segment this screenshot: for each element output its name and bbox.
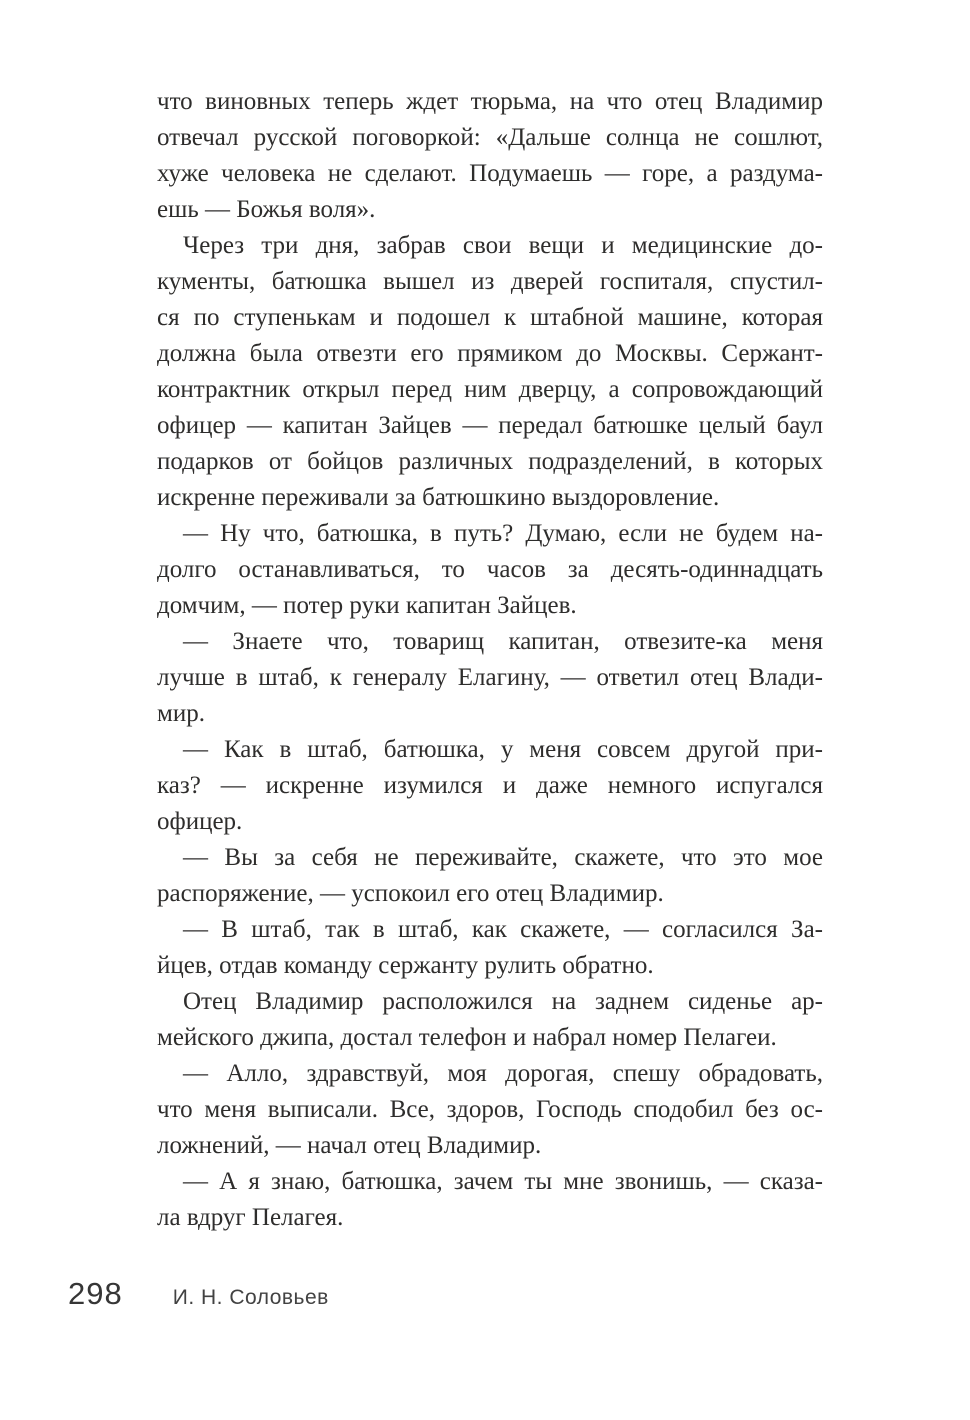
text-line: Отец Владимир расположился на заднем сиденье ар- (183, 988, 823, 1015)
text-line: — В штаб, так в штаб, как скажете, — согласился За- (183, 916, 823, 943)
text-line: кументы, батюшка вышел из дверей госпиталя, спустил- (157, 268, 823, 295)
footer-author: И. Н. Соловьев (172, 1286, 329, 1309)
text-line: — Знаете что, товарищ капитан, отвезите-ка меня (183, 628, 823, 655)
text-line: что меня выписали. Все, здоров, Господь сподобил без ос- (157, 1096, 823, 1123)
text-line: — Ну что, батюшка, в путь? Думаю, если не будем на- (183, 520, 823, 547)
text-line: — Как в штаб, батюшка, у меня совсем другой при- (183, 736, 823, 763)
text-line: долго останавливаться, то часов за десять-одиннадцать (157, 556, 823, 583)
text-line: — Алло, здравствуй, моя дорогая, спешу обрадовать, (183, 1060, 823, 1087)
page-footer (68, 1276, 768, 1312)
text-line: лучше в штаб, к генералу Елагину, — ответил отец Влади- (157, 664, 823, 691)
text-line: что виновных теперь ждет тюрьма, на что отец Владимир (157, 88, 823, 115)
text-line: домчим, — потер руки капитан Зайцев. (157, 592, 577, 619)
text-line: контрактник открыл перед ним дверцу, а сопровождающий (157, 376, 823, 403)
text-line: ложнений, — начал отец Владимир. (157, 1132, 542, 1159)
text-line: — А я знаю, батюшка, зачем ты мне звонишь, — сказа- (183, 1168, 823, 1195)
text-line: ся по ступенькам и подошел к штабной машине, которая (157, 304, 823, 331)
text-line: Через три дня, забрав свои вещи и медицинские до- (183, 232, 823, 259)
text-line: отвечал русской поговоркой: «Дальше солнца не сошлют, (157, 124, 823, 151)
text-line: — Вы за себя не переживайте, скажете, что это мое (183, 844, 823, 871)
text-line: мир. (157, 700, 205, 727)
text-line: подарков от бойцов различных подразделений, в которых (157, 448, 823, 475)
text-line: должна была отвезти его прямиком до Москвы. Сержант- (157, 340, 823, 367)
text-line: ла вдруг Пелагея. (157, 1204, 344, 1231)
text-line: каз? — искренне изумился и даже немного испугался (157, 772, 823, 799)
text-line: мейского джипа, достал телефон и набрал номер Пелагеи. (157, 1024, 777, 1051)
text-line: офицер. (157, 808, 243, 835)
text-line: хуже человека не сделают. Подумаешь — горе, а раздума- (157, 160, 823, 187)
text-line: офицер — капитан Зайцев — передал батюшке целый баул (157, 412, 823, 439)
text-line: распоряжение, — успокоил его отец Владимир. (157, 880, 664, 907)
body-text (157, 84, 823, 1236)
text-line: йцев, отдав команду сержанту рулить обратно. (157, 952, 654, 979)
text-line: искренне переживали за батюшкино выздоровление. (157, 484, 720, 511)
page-number: 298 (68, 1276, 123, 1311)
text-line: ешь — Божья воля». (157, 196, 376, 223)
